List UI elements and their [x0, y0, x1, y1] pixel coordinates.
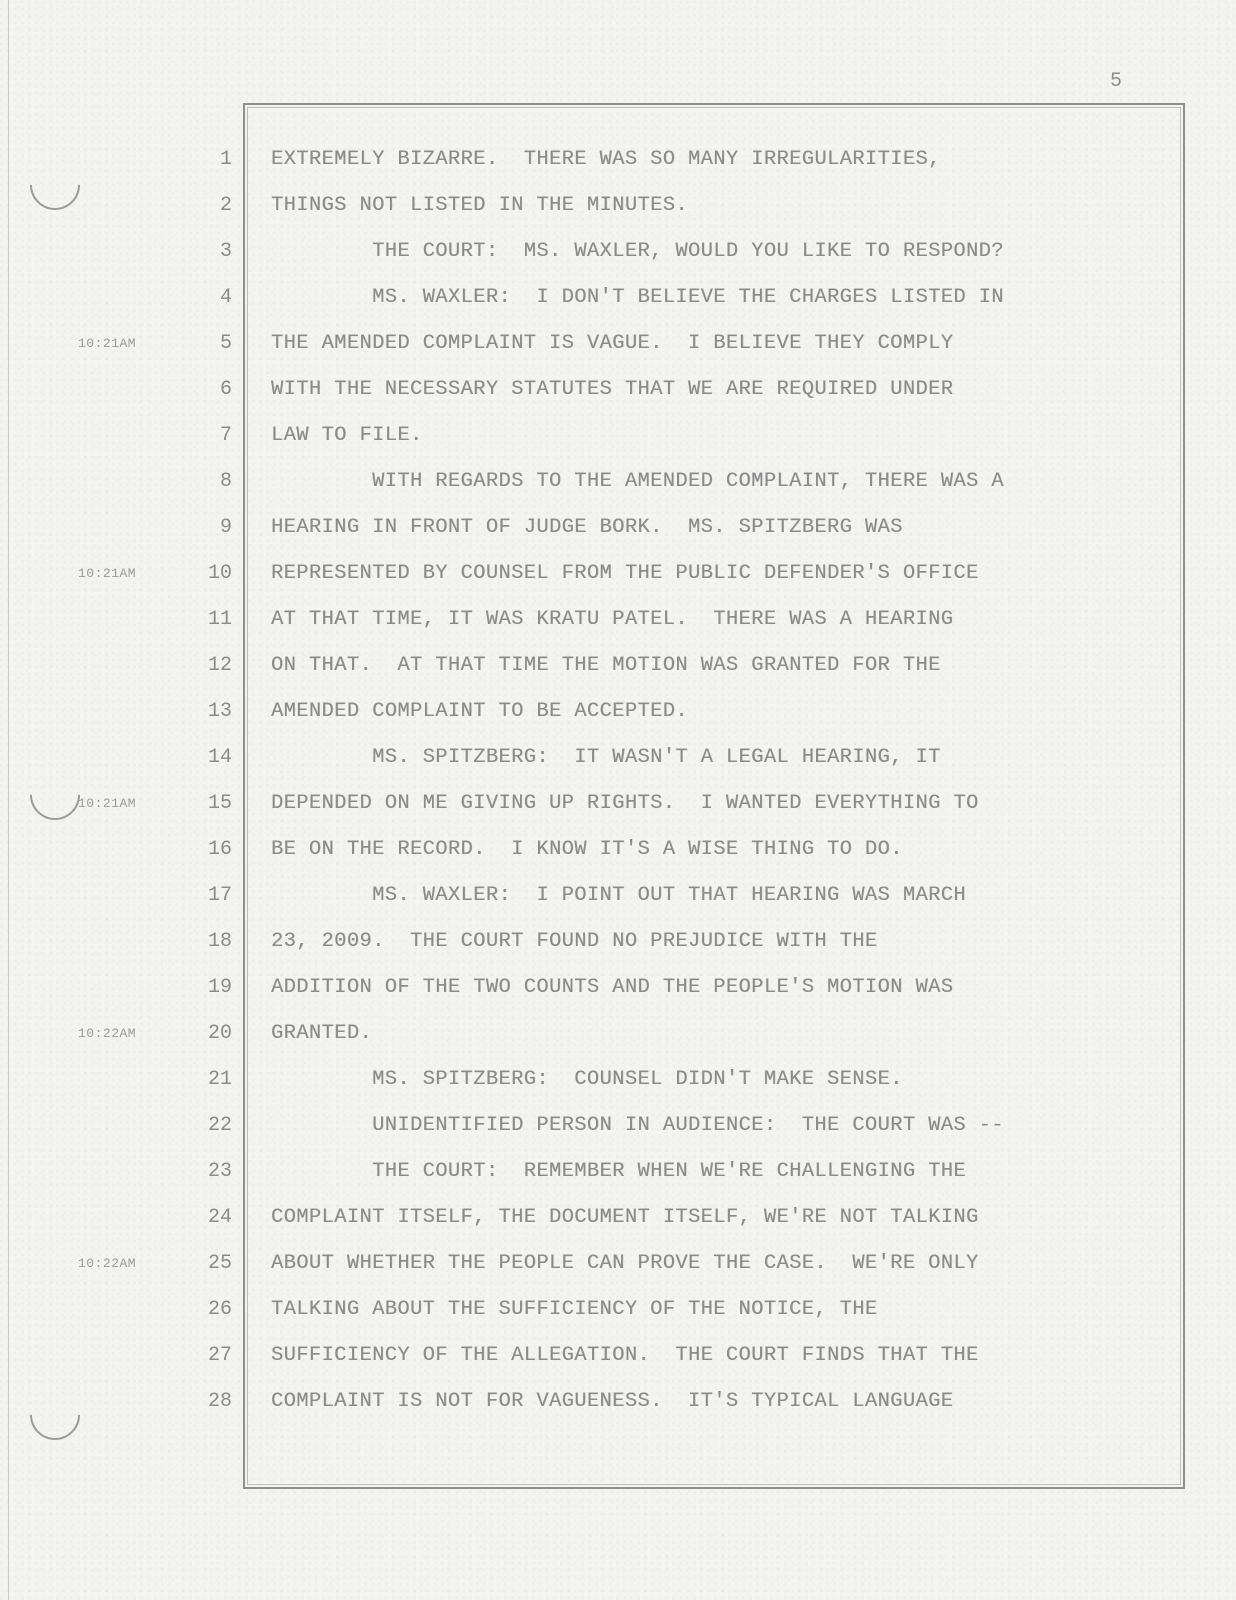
transcript-line: GRANTED. — [271, 1022, 373, 1045]
line-number: 18 — [207, 930, 232, 953]
binder-hole-middle — [20, 760, 91, 831]
line-number: 5 — [219, 332, 232, 355]
line-number: 20 — [207, 1022, 232, 1045]
transcript-line: EXTREMELY BIZARRE. THERE WAS SO MANY IRREGULARITIES, — [271, 148, 941, 171]
binder-hole-top — [20, 150, 91, 221]
line-number: 2 — [219, 194, 232, 217]
line-number: 17 — [207, 884, 232, 907]
line-number: 26 — [207, 1298, 232, 1321]
transcript-line: MS. WAXLER: I DON'T BELIEVE THE CHARGES LISTED IN — [271, 286, 1004, 309]
transcript-line: REPRESENTED BY COUNSEL FROM THE PUBLIC DEFENDER'S OFFICE — [271, 562, 979, 585]
line-number: 3 — [219, 240, 232, 263]
line-number: 4 — [219, 286, 232, 309]
line-number: 23 — [207, 1160, 232, 1183]
line-number: 13 — [207, 700, 232, 723]
line-number: 8 — [219, 470, 232, 493]
transcript-line: THE COURT: MS. WAXLER, WOULD YOU LIKE TO RESPOND? — [271, 240, 1004, 263]
line-number: 25 — [207, 1252, 232, 1275]
transcript-line: WITH THE NECESSARY STATUTES THAT WE ARE REQUIRED UNDER — [271, 378, 954, 401]
timestamp: 10:22AM — [78, 1256, 137, 1271]
transcript-line: ON THAT. AT THAT TIME THE MOTION WAS GRANTED FOR THE — [271, 654, 941, 677]
transcript-line: WITH REGARDS TO THE AMENDED COMPLAINT, THERE WAS A — [271, 470, 1004, 493]
line-number: 9 — [219, 516, 232, 539]
transcript-line: UNIDENTIFIED PERSON IN AUDIENCE: THE COURT WAS -- — [271, 1114, 1004, 1137]
transcript-text — [271, 137, 1141, 1425]
transcript-line: THE COURT: REMEMBER WHEN WE'RE CHALLENGING THE — [271, 1160, 967, 1183]
line-number: 28 — [207, 1390, 232, 1413]
transcript-line: LAW TO FILE. — [271, 424, 423, 447]
line-number: 21 — [207, 1068, 232, 1091]
transcript-line: ADDITION OF THE TWO COUNTS AND THE PEOPLE'S MOTION WAS — [271, 976, 954, 999]
line-number: 1 — [219, 148, 232, 171]
page-number: 5 — [1110, 70, 1123, 93]
line-number: 27 — [207, 1344, 232, 1367]
transcript-line: SUFFICIENCY OF THE ALLEGATION. THE COURT FINDS THAT THE — [271, 1344, 979, 1367]
transcript-line: 23, 2009. THE COURT FOUND NO PREJUDICE WITH THE — [271, 930, 878, 953]
line-number: 19 — [207, 976, 232, 999]
binder-hole-bottom — [20, 1380, 91, 1451]
line-number: 7 — [219, 424, 232, 447]
transcript-line: ABOUT WHETHER THE PEOPLE CAN PROVE THE CASE. WE'RE ONLY — [271, 1252, 979, 1275]
transcript-line: COMPLAINT ITSELF, THE DOCUMENT ITSELF, WE'RE NOT TALKING — [271, 1206, 979, 1229]
page-edge — [8, 0, 9, 1600]
transcript-line: HEARING IN FRONT OF JUDGE BORK. MS. SPITZBERG WAS — [271, 516, 903, 539]
transcript-line: BE ON THE RECORD. I KNOW IT'S A WISE THING TO DO. — [271, 838, 903, 861]
transcript-line: DEPENDED ON ME GIVING UP RIGHTS. I WANTED EVERYTHING TO — [271, 792, 979, 815]
timestamp: 10:21AM — [78, 796, 137, 811]
line-number: 22 — [207, 1114, 232, 1137]
transcript-line: COMPLAINT IS NOT FOR VAGUENESS. IT'S TYPICAL LANGUAGE — [271, 1390, 954, 1413]
transcript-line: MS. SPITZBERG: IT WASN'T A LEGAL HEARING, IT — [271, 746, 941, 769]
transcript-line: AT THAT TIME, IT WAS KRATU PATEL. THERE WAS A HEARING — [271, 608, 954, 631]
line-number: 12 — [207, 654, 232, 677]
timestamp: 10:21AM — [78, 566, 137, 581]
transcript-line: THINGS NOT LISTED IN THE MINUTES. — [271, 194, 689, 217]
line-number: 16 — [207, 838, 232, 861]
line-number: 11 — [207, 608, 232, 631]
transcript-line: THE AMENDED COMPLAINT IS VAGUE. I BELIEVE THEY COMPLY — [271, 332, 954, 355]
transcript-line: MS. SPITZBERG: COUNSEL DIDN'T MAKE SENSE. — [271, 1068, 903, 1091]
transcript-line: MS. WAXLER: I POINT OUT THAT HEARING WAS MARCH — [271, 884, 967, 907]
line-number: 24 — [207, 1206, 232, 1229]
line-number: 10 — [207, 562, 232, 585]
line-number-column — [196, 137, 232, 1425]
timestamp: 10:21AM — [78, 336, 137, 351]
transcript-line: TALKING ABOUT THE SUFFICIENCY OF THE NOTICE, THE — [271, 1298, 878, 1321]
line-number: 14 — [207, 746, 232, 769]
transcript-line: AMENDED COMPLAINT TO BE ACCEPTED. — [271, 700, 689, 723]
line-number: 6 — [219, 378, 232, 401]
timestamp: 10:22AM — [78, 1026, 137, 1041]
line-number: 15 — [207, 792, 232, 815]
